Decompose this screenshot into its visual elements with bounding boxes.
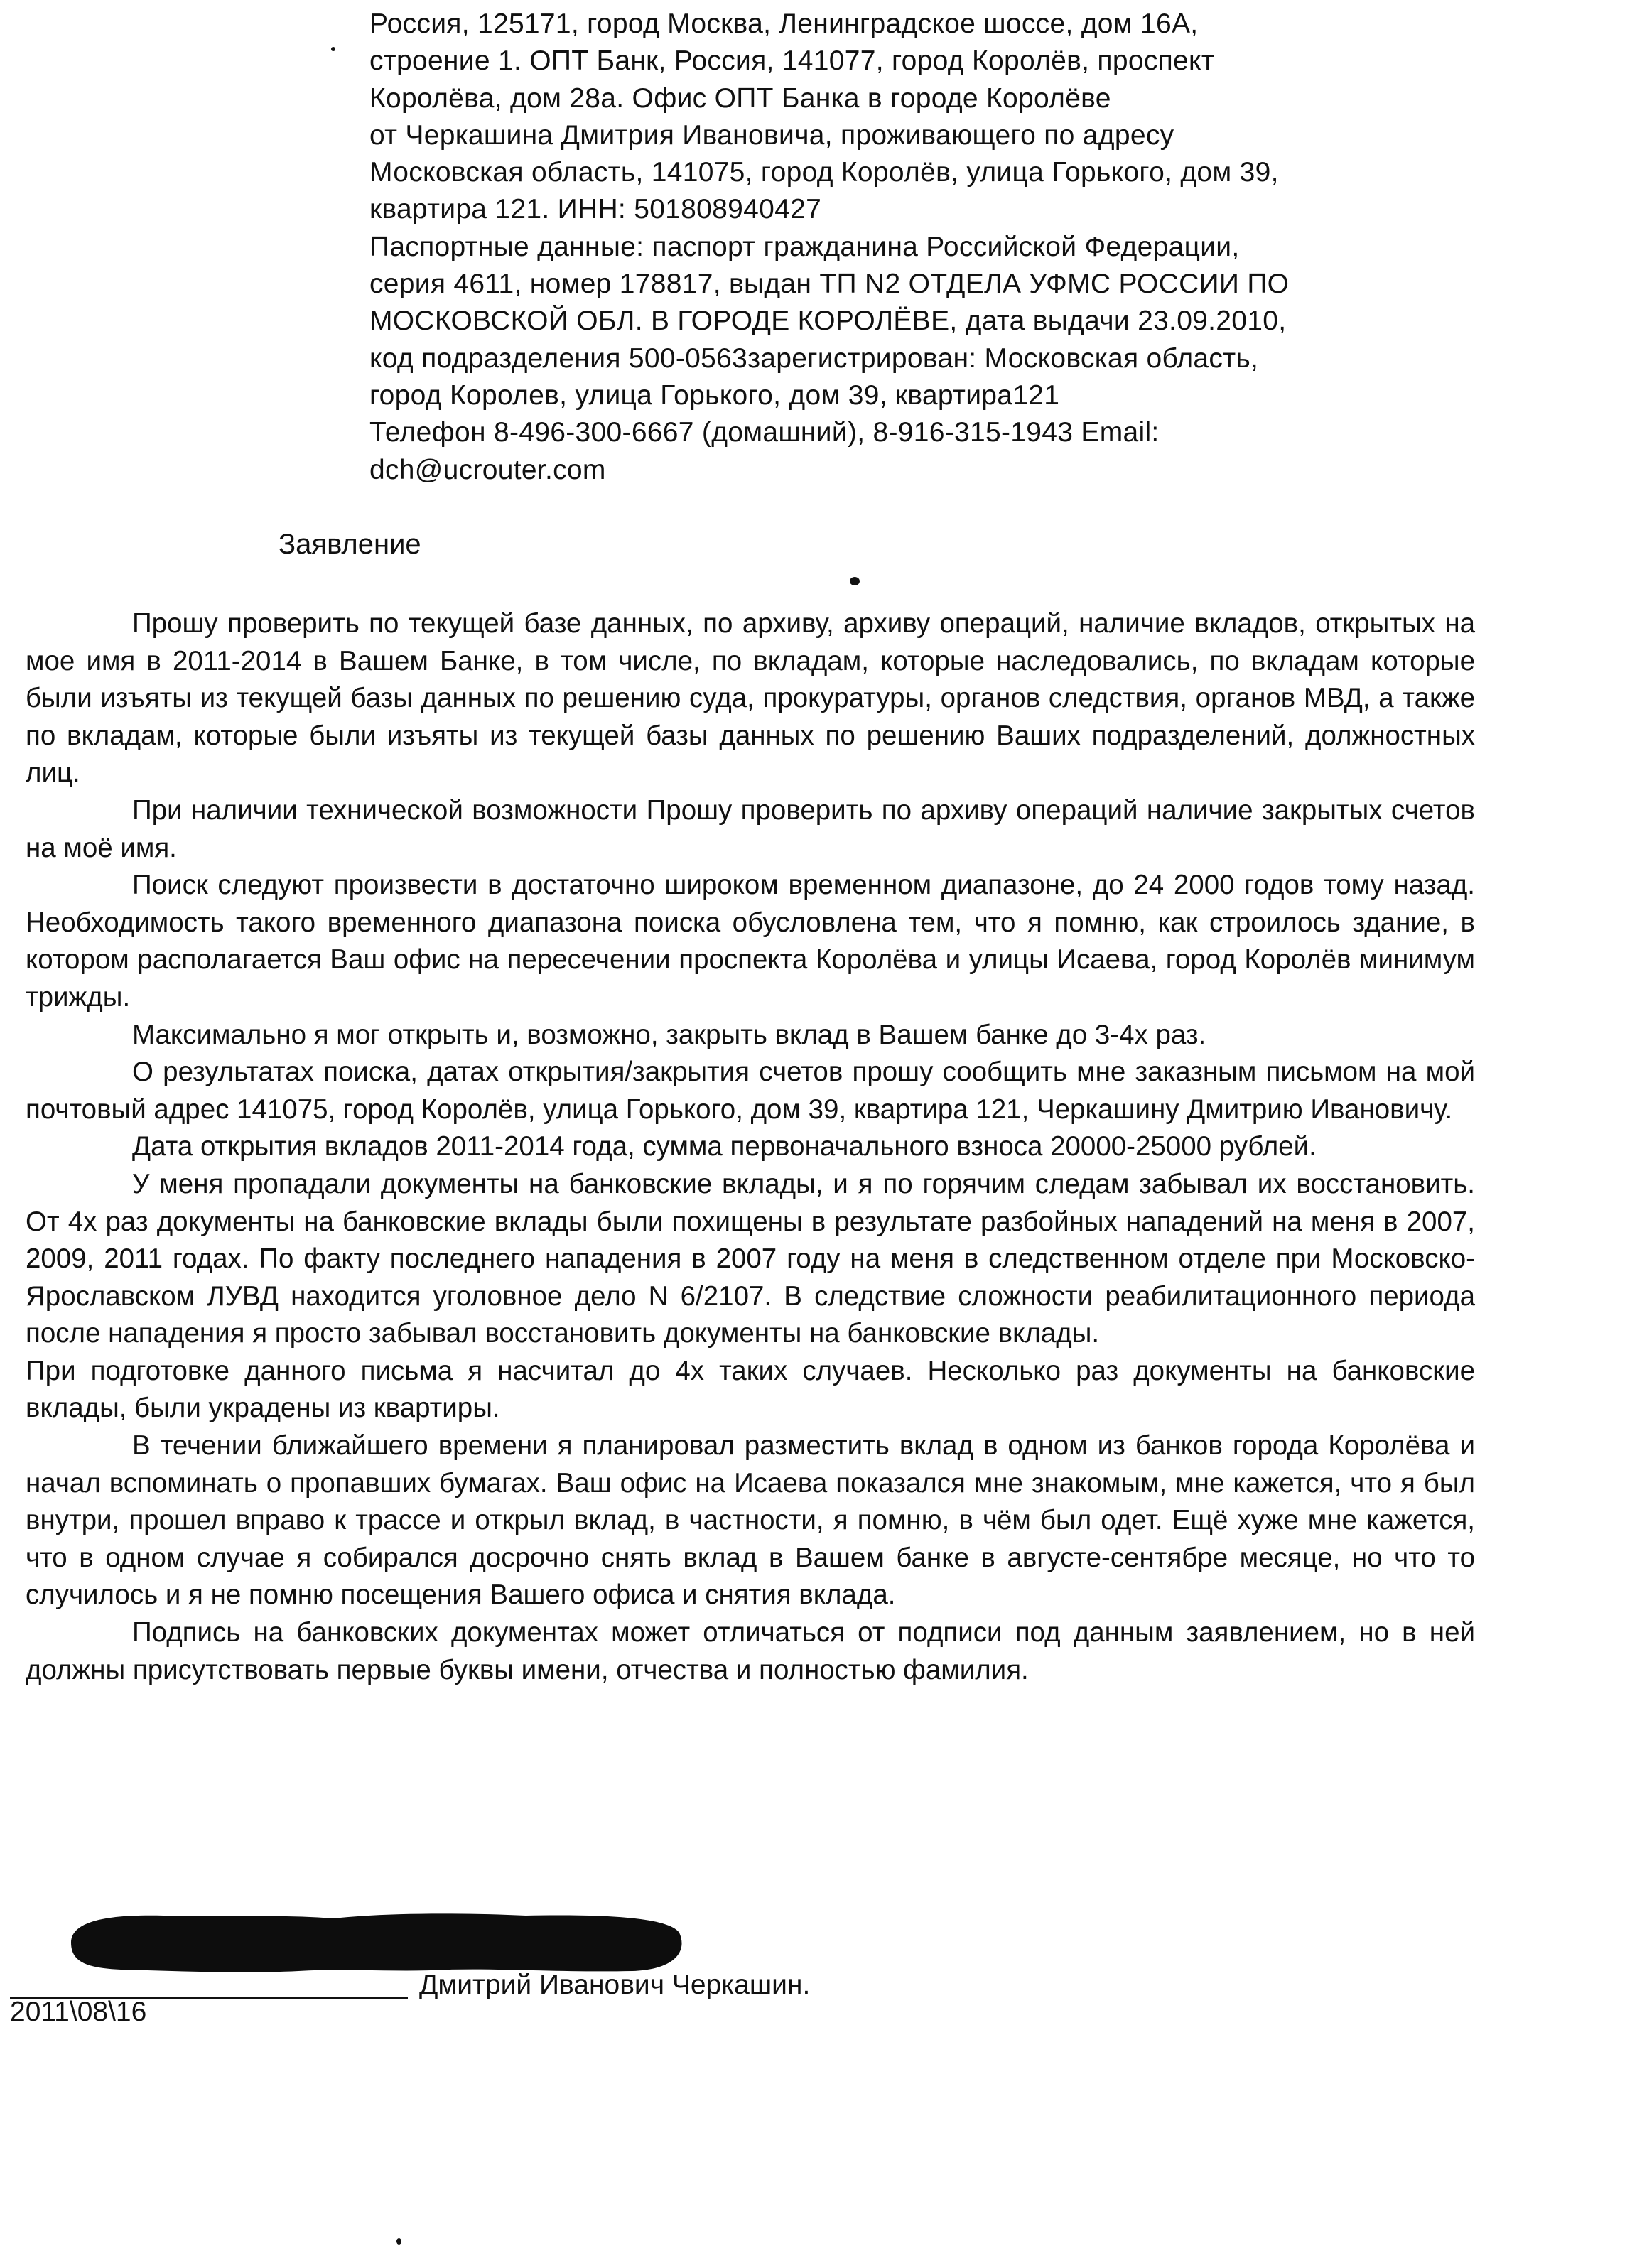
- body-paragraph: Дата открытия вкладов 2011-2014 года, сумма первоначального взноса 20000-25000 рублей.: [132, 1131, 1317, 1162]
- address-line: город Королев, улица Горького, дом 39, квартира121: [369, 379, 1060, 411]
- address-line: от Черкашина Дмитрия Ивановича, проживающего по адресу: [369, 119, 1174, 151]
- scan-speck: [396, 2238, 401, 2245]
- address-line: серия 4611, номер 178817, выдан ТП N2 ОТДЕЛА УФМС РОССИИ ПО: [369, 269, 1290, 300]
- signature-block: [0, 1911, 1637, 2025]
- address-line: строение 1. ОПТ Банк, Россия, 141077, город Королёв, проспект: [369, 45, 1215, 77]
- signatory-name: Дмитрий Иванович Черкашин.: [419, 1970, 811, 2000]
- document-body: [26, 605, 1475, 1689]
- body-paragraph: Максимально я мог открыть и, возможно, закрыть вклад в Вашем банке до 3-4х раз.: [132, 1019, 1206, 1050]
- body-paragraph: О результатах поиска, датах открытия/закрытия счетов прошу сообщить мне заказным письмом на мой почтовый адрес 141075, город Королёв, улица Горького, дом 39, квартира 121, Черкашину Дмитрию Ивановичу.: [26, 1057, 1475, 1125]
- body-paragraph: Поиск следуют произвести в достаточно широком временном диапазоне, до 24 2000 годов тому назад. Необходимость такого временного диапазона поиска обусловлена тем, что я помню, как строилось здание, в котором располагается Ваш офис на пересечении проспекта Королёва и улицы Исаева, город Королёв минимум трижды.: [26, 870, 1475, 1012]
- address-line: Королёва, дом 28а. Офис ОПТ Банка в городе Королёве: [369, 82, 1111, 114]
- address-line: МОСКОВСКОЙ ОБЛ. В ГОРОДЕ КОРОЛЁВЕ, дата выдачи 23.09.2010,: [369, 306, 1287, 337]
- address-line: dch@ucrouter.com: [369, 454, 606, 485]
- scan-speck: [331, 47, 335, 51]
- address-line: Московская область, 141075, город Королёв, улица Горького, дом 39,: [369, 157, 1279, 188]
- address-line: Паспортные данные: паспорт гражданина Российской Федерации,: [369, 231, 1240, 262]
- body-paragraph: Прошу проверить по текущей базе данных, по архиву, архиву операций, наличие вкладов, открытых на мое имя в 2011-2014 в Вашем Банке, в том числе, по вкладам, которые наследовались, по вкладам которые были изъяты из текущей базы данных по решению суда, прокуратуры, органов следствия, органов МВД, а также по вкладам, которые были изъяты из текущей базы данных по решению Ваших подразделений, должностных лиц.: [26, 608, 1475, 789]
- body-paragraph: Подпись на банковских документах может отличаться от подписи под данным заявлением, но в ней должны присутствовать первые буквы имени, отчества и полностью фамилия.: [26, 1617, 1475, 1685]
- scan-speck: [850, 577, 860, 585]
- addressee-block: [369, 6, 1478, 489]
- address-line: код подразделения 500-0563зарегистрирован: Московская область,: [369, 342, 1259, 374]
- body-paragraph: При наличии технической возможности Прошу проверить по архиву операций наличие закрытых счетов на моё имя.: [26, 794, 1475, 863]
- body-paragraph: При подготовке данного письма я насчитал до 4х таких случаев. Несколько раз документы на банковские вклады, были украдены из квартиры.: [26, 1355, 1475, 1424]
- address-line: квартира 121. ИНН: 501808940427: [369, 194, 822, 225]
- document-title: Заявление: [279, 529, 421, 560]
- address-line: Россия, 125171, город Москва, Ленинградское шоссе, дом 16А,: [369, 9, 1199, 39]
- document-date: 2011\08\16: [10, 1997, 147, 2027]
- body-paragraph: В течении ближайшего времени я планировал разместить вклад в одном из банков города Королёва и начал вспоминать о пропавших бумагах. Ваш офис на Исаева показался мне знакомым, мне кажется, что я был внутри, прошел вправо к трассе и открыл вклад, в частности, я помню, в чём был одет. Ещё хуже мне кажется, что в одном случае я собирался досрочно снять вклад в Вашем банке в августе-сентябре месяце, но что то случилось и я не помню посещения Вашего офиса и снятия вклада.: [26, 1430, 1475, 1611]
- redacted-signature: [64, 1911, 689, 1974]
- address-line: Телефон 8-496-300-6667 (домашний), 8-916-315-1943 Email:: [369, 417, 1160, 448]
- body-paragraph: У меня пропадали документы на банковские вклады, и я по горячим следам забывал их восстановить. От 4х раз документы на банковские вклады были похищены в результате разбойных нападений на меня в 2007, 2009, 2011 годах. По факту последнего нападения в 2007 году на меня в следственном отделе при Московско-Ярославском ЛУВД находится уголовное дело N 6/2107. В следствие сложности реабилитационного периода после нападения я просто забывал восстановить документы на банковские вклады.: [26, 1168, 1475, 1349]
